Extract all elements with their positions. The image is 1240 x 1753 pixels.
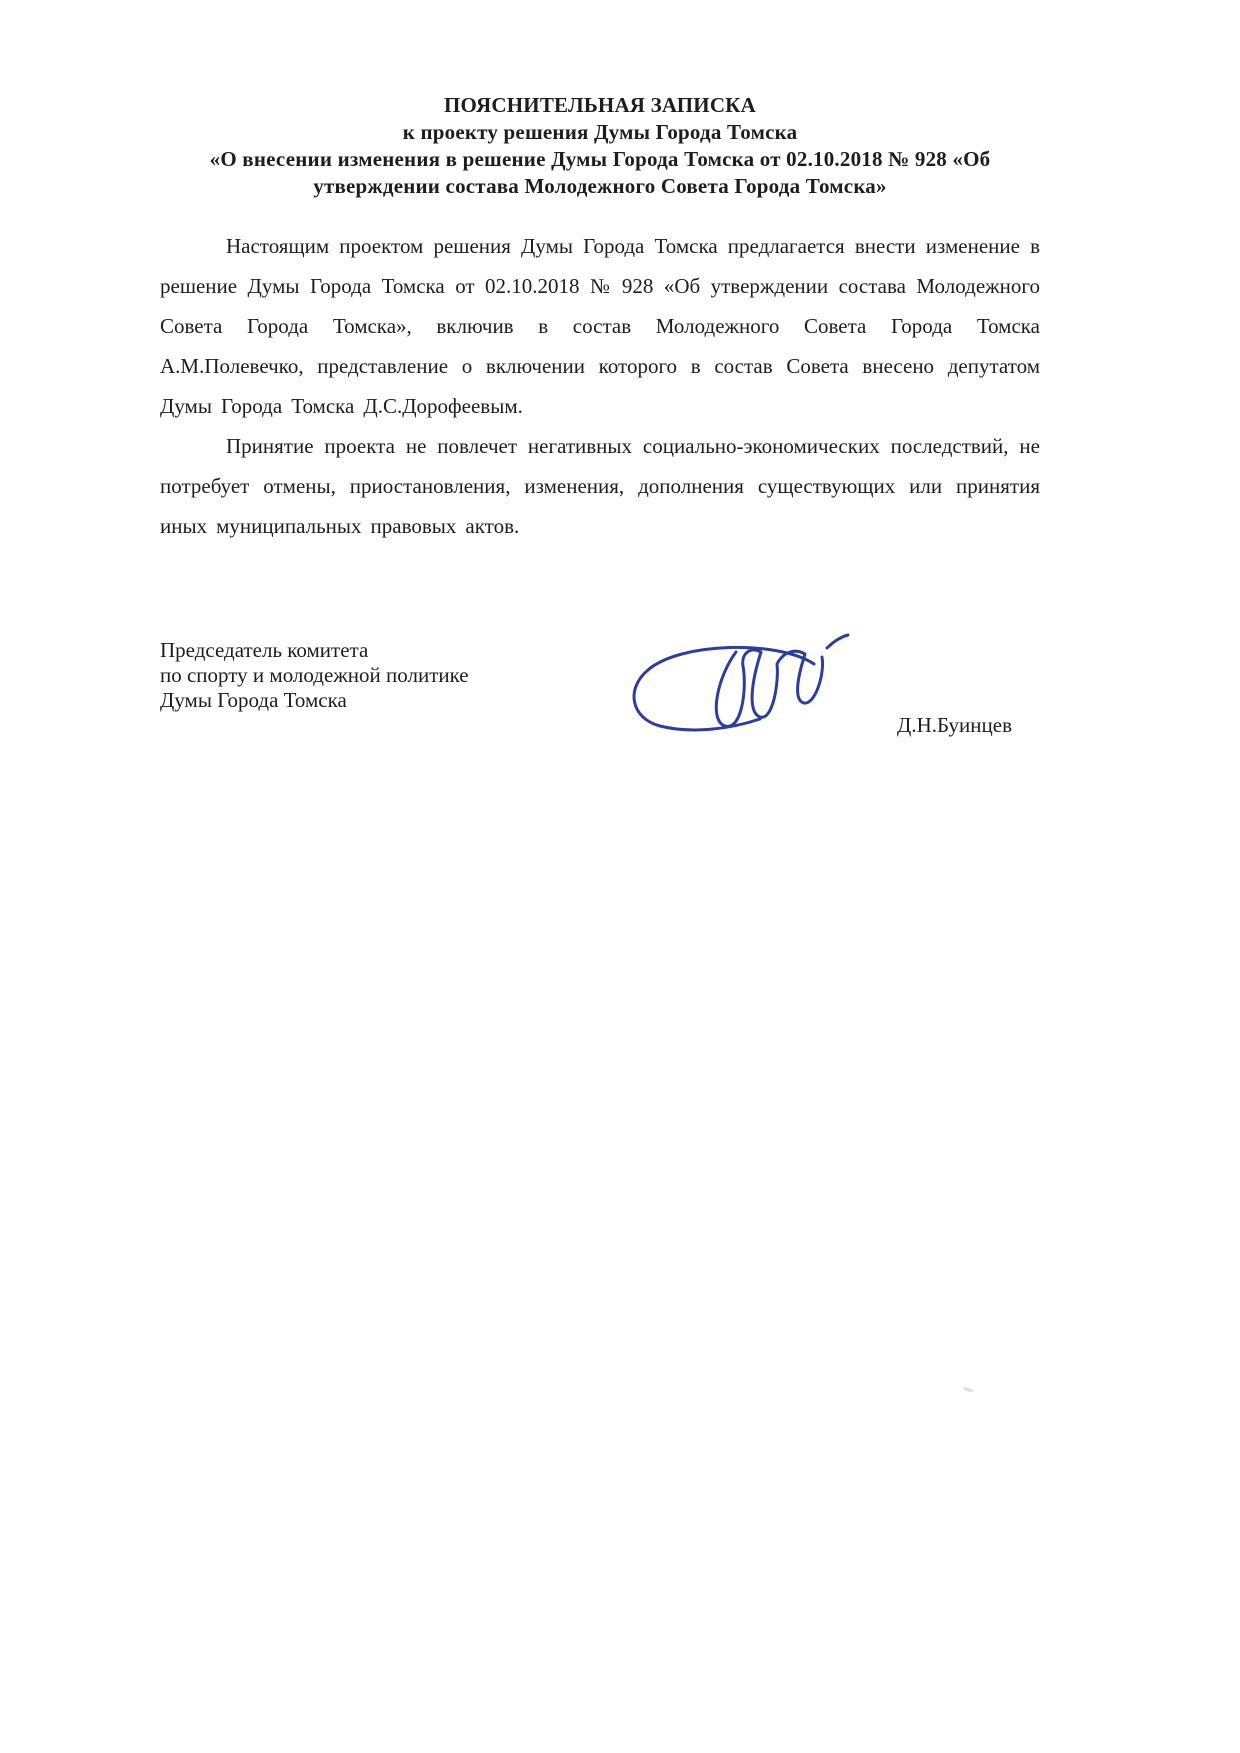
paragraph-1: Настоящим проектом решения Думы Города Томска предлагается внести изменение в решение Думы Города Томска от 02.10.2018 № 928 «Об утверждении состава Молодежного Совета Города Томска», включив в состав Молодежного Совета Города Томска А.М.Полевечко, представление о включении которого в состав Совета внесено депутатом Думы Города Томска Д.С.Дорофеевым. xyxy=(160,234,1040,418)
signer-position-line-3: Думы Города Томска xyxy=(160,688,347,712)
signer-name: Д.Н.Буинцев xyxy=(897,713,1012,737)
signer-position-line-2: по спорту и молодежной политике xyxy=(160,663,469,687)
signature-ink-icon xyxy=(618,632,858,742)
document-title-block xyxy=(160,92,1040,200)
signature-stroke-oval xyxy=(634,647,814,730)
title-main: ПОЯСНИТЕЛЬНАЯ ЗАПИСКА xyxy=(444,93,756,117)
signature-stroke-flourish xyxy=(827,635,848,648)
handwritten-signature xyxy=(618,632,868,742)
signer-position-line-1: Председатель комитета xyxy=(160,638,369,662)
title-subtitle: к проекту решения Думы Города Томска xyxy=(402,120,798,144)
signature-block xyxy=(160,638,1040,742)
title-subject: «О внесении изменения в решение Думы Города Томска от 02.10.2018 № 928 «Об утверждении состава Молодежного Совета Города Томска» xyxy=(209,147,991,198)
signer-position xyxy=(160,638,590,713)
document-body xyxy=(160,226,1040,546)
paragraph-2: Принятие проекта не повлечет негативных социально-экономических последствий, не потребует отмены, приостановления, изменения, дополнения существующих или принятия иных муниципальных правовых актов. xyxy=(160,434,1040,538)
